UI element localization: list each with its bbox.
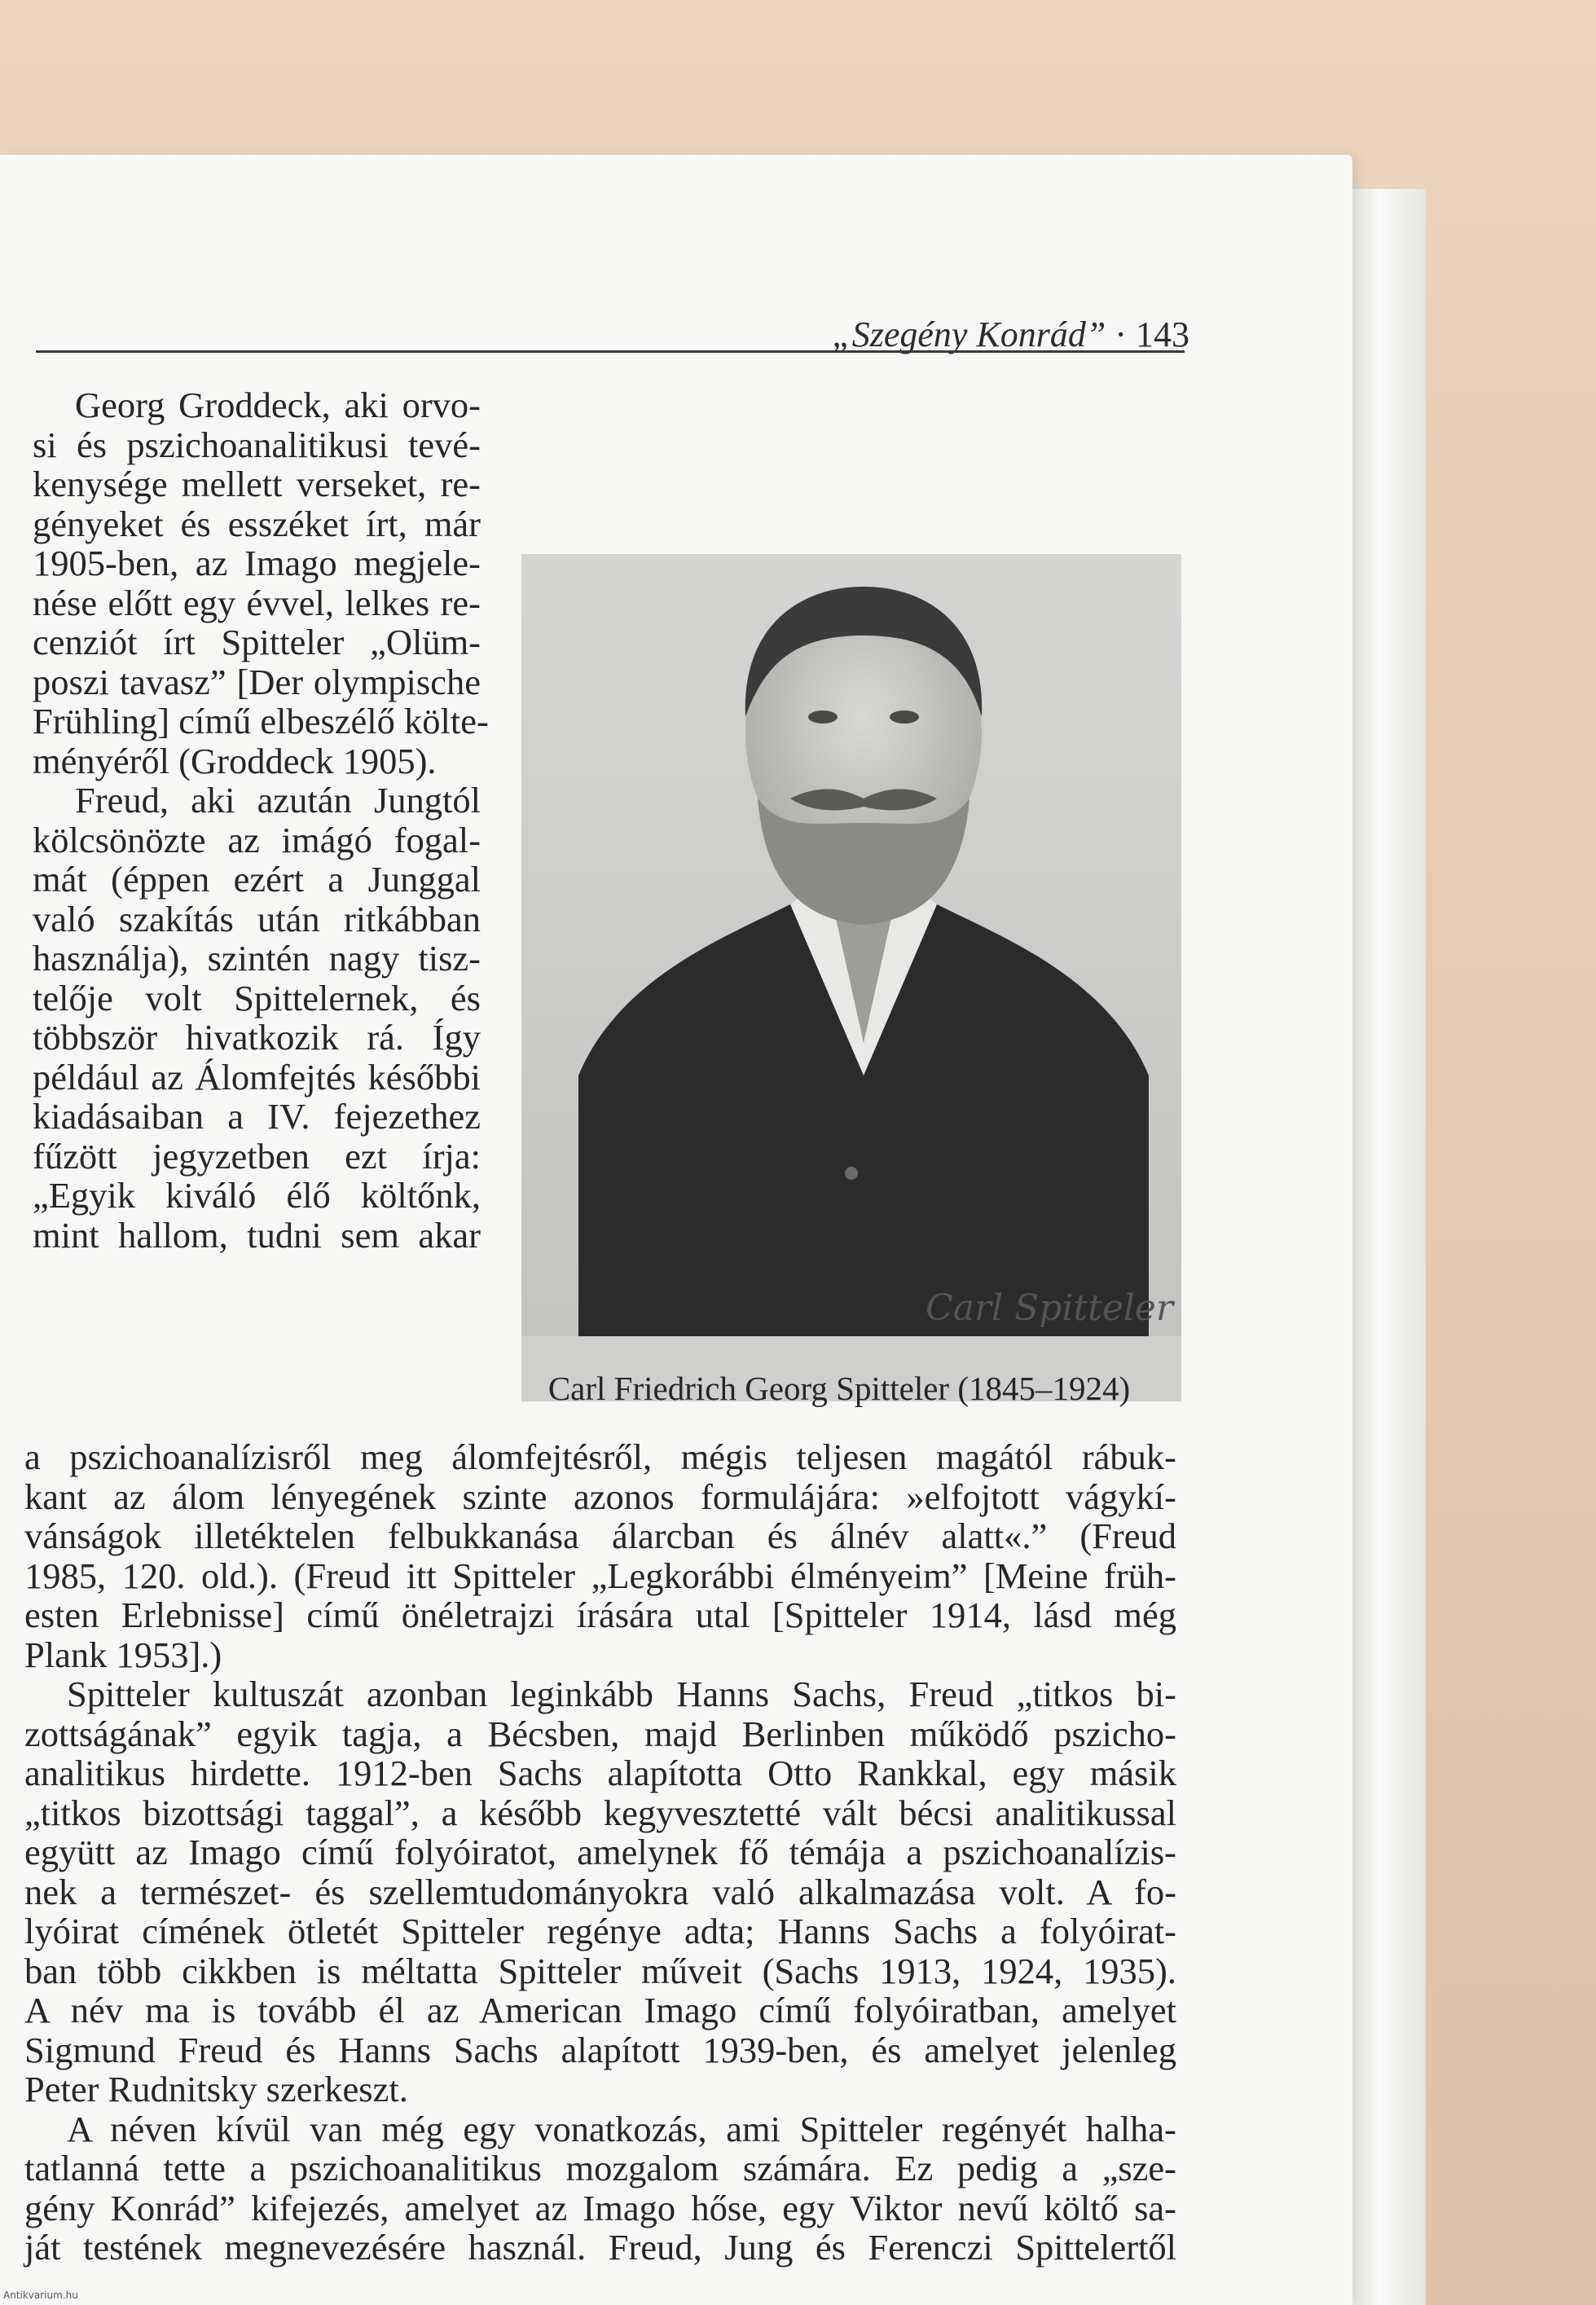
text-line: való szakítás után ritkábban [33, 898, 481, 939]
text-line: cenziót írt Spitteler „Olüm- [33, 622, 481, 662]
text-line: A néven kívül van még egy vonatkozás, ami Spitteler regényét halha- [67, 2108, 1176, 2149]
running-head-title: „Szegény Konrád” [832, 315, 1106, 354]
book-page [0, 155, 1352, 2305]
portrait-illustration [521, 554, 1181, 1336]
running-head-separator: · [1115, 315, 1127, 354]
portrait-photo [521, 554, 1181, 1401]
narrow-text-column [33, 385, 489, 1256]
text-line: nése előtt egy évvel, lelkes re- [33, 582, 481, 623]
text-line: ményéről (Groddeck 1905). [33, 740, 437, 781]
text-line: kant az álom lényegének szinte azonos formulájára: »elfojtott vágykí- [24, 1476, 1176, 1517]
text-line: Frühling] című elbeszélő költe- [33, 701, 489, 741]
text-line: használja), szintén nagy tisz- [33, 938, 481, 979]
text-line: ban több cikkben is méltatta Spitteler műveit (Sachs 1913, 1924, 1935). [24, 1950, 1176, 1991]
text-line: nek a természet- és szellemtudományokra való alkalmazása volt. A fo- [24, 1871, 1176, 1912]
text-line: ját testének megnevezésére használ. Freud, Jung és Ferenczi Spittelertől [24, 2227, 1176, 2268]
text-line: 1985, 120. old.). (Freud itt Spitteler „Legkorábbi élményeim” [Meine früh- [24, 1555, 1176, 1596]
text-line: együtt az Imago című folyóiratot, amelynek fő témája a pszichoanalízis- [24, 1832, 1176, 1872]
text-line: si és pszichoanalitikusi tevé- [33, 424, 481, 465]
text-line: tatlanná tette a pszichoanalitikus mozgalom számára. Ez pedig a „sze- [24, 2148, 1176, 2188]
text-line: gény Konrád” kifejezés, amelyet az Imago hőse, egy Viktor nevű költő sa- [24, 2187, 1176, 2228]
text-line: telője volt Spittelernek, és [33, 977, 481, 1018]
text-line: a pszichoanalízisről meg álomfejtésről, mégis teljesen magától rábuk- [24, 1436, 1176, 1477]
header-rule [36, 350, 1185, 353]
signature: Carl Spitteler [926, 1287, 1173, 1329]
text-line: gényeket és esszéket írt, már [33, 503, 481, 544]
text-line: mint hallom, tudni sem akar [33, 1214, 481, 1256]
text-line: Georg Groddeck, aki orvo- [75, 385, 481, 425]
text-line: lyóirat címének ötletét Spitteler regénye adta; Hanns Sachs a folyóirat- [24, 1911, 1176, 1951]
text-line: kiadásaiban a IV. fejezethez [33, 1096, 481, 1137]
watermark: Antikvarium.hu [3, 2290, 78, 2301]
text-line: esten Erlebnisse] című önéletrajzi írására utal [Spitteler 1914, lásd még [24, 1595, 1176, 1635]
text-line: kölcsönözte az imágó fogal- [33, 819, 481, 860]
text-line: mát (éppen ezért a Junggal [33, 859, 481, 900]
text-line: analitikus hirdette. 1912-ben Sachs alapította Otto Rankkal, egy másik [24, 1753, 1176, 1793]
running-head [815, 314, 1189, 363]
page-number: 143 [1136, 315, 1189, 354]
text-line: „Egyik kiváló élő költőnk, [33, 1175, 481, 1216]
text-line: fűzött jegyzetben ezt írja: [33, 1135, 481, 1177]
text-line: például az Álomfejtés későbbi [33, 1056, 481, 1098]
text-line: többször hivatkozik rá. Így [33, 1017, 481, 1058]
figure-caption: Carl Friedrich Georg Spitteler (1845–1924) [547, 1370, 1131, 1407]
text-line: Sigmund Freud és Hanns Sachs alapított 1939-ben, és amelyet jelenleg [24, 2029, 1176, 2070]
text-line: 1905-ben, az Imago megjele- [33, 543, 481, 583]
text-line: A név ma is tovább él az American Imago című folyóiratban, amelyet [24, 1990, 1176, 2030]
text-line: Spitteler kultuszát azonban leginkább Hanns Sachs, Freud „titkos bi- [67, 1674, 1176, 1714]
text-line: poszi tavasz” [Der olympische [33, 661, 481, 702]
text-line: zottságának” egyik tagja, a Bécsben, majd Berlinben működő pszicho- [24, 1713, 1176, 1754]
text-line: Peter Rudnitsky szerkeszt. [24, 2069, 408, 2109]
text-line: „titkos bizottsági taggal”, a később kegyvesztetté vált bécsi analitikussal [24, 1792, 1176, 1833]
wide-text-column [24, 1437, 1176, 2268]
text-line: kenysége mellett verseket, re- [33, 464, 481, 504]
text-line: Plank 1953].) [24, 1634, 222, 1675]
text-line: vánságok illetéktelen felbukkanása álarcban és álnév alatt«.” (Freud [24, 1515, 1176, 1556]
text-line: Freud, aki azután Jungtól [75, 780, 481, 820]
